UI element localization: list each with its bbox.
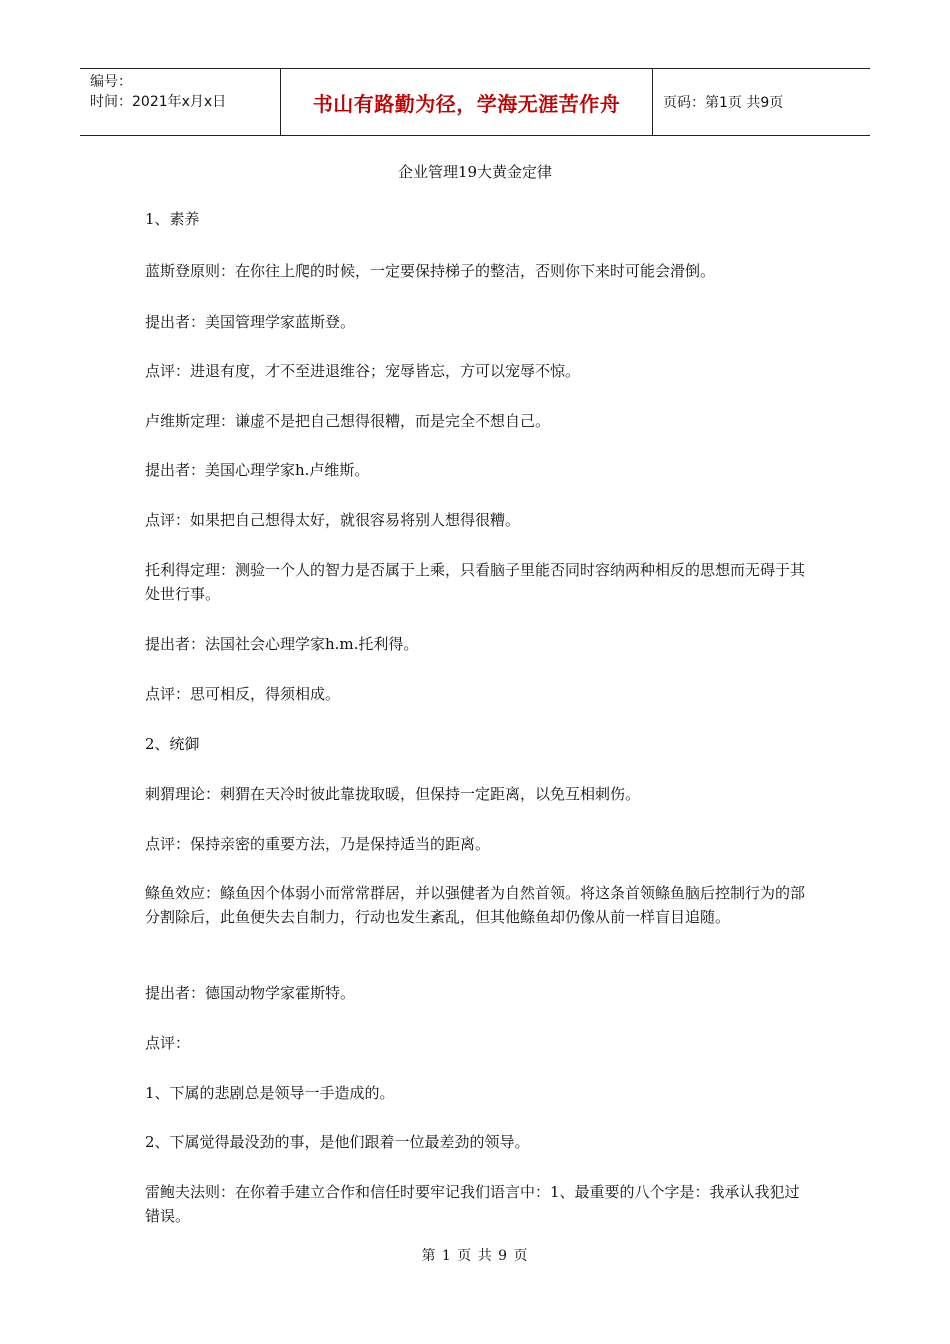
paragraph: 提出者：美国心理学家h.卢维斯。 (145, 461, 370, 479)
paragraph: 点评：保持亲密的重要方法，乃是保持适当的距离。 (145, 835, 491, 853)
paragraph: 提出者：法国社会心理学家h.m.托利得。 (145, 635, 419, 653)
paragraph: 鲦鱼效应：鲦鱼因个体弱小而常常群居，并以强健者为自然首领。将这条首领鲦鱼脑后控制行为的部分割除后，此鱼便失去自制力，行动也发生紊乱，但其他鲦鱼却仍像从前一样盲目追随。 (145, 884, 806, 926)
paragraph: 蓝斯登原则：在你往上爬的时候，一定要保持梯子的整洁，否则你下来时可能会滑倒。 (145, 262, 716, 280)
paragraph: 点评： (145, 1034, 191, 1052)
paragraph: 提出者：美国管理学家蓝斯登。 (145, 313, 356, 331)
paragraph: 点评：如果把自己想得太好，就很容易将别人想得很糟。 (145, 511, 521, 529)
header-page-info: 页码：第1页 共9页 (663, 95, 784, 111)
header-table (80, 68, 870, 136)
number-label: 编号： (90, 74, 132, 90)
paragraph: 雷鲍夫法则：在你着手建立合作和信任时要牢记我们语言中：1、最重要的八个字是：我承认我犯过错误。 (145, 1183, 800, 1225)
document-title: 企业管理19大黄金定律 (397, 163, 553, 181)
page-footer: 第 1 页 共 9 页 (421, 1248, 529, 1264)
date-label: 时间：2021年x月x日 (90, 94, 227, 110)
list-item: 2、下属觉得最没劲的事，是他们跟着一位最差劲的领导。 (145, 1133, 530, 1151)
section-heading: 1、素养 (145, 210, 200, 228)
header-meta-cell (80, 69, 281, 135)
paragraph: 提出者：德国动物学家霍斯特。 (145, 984, 356, 1002)
section-heading: 2、统御 (145, 735, 200, 753)
paragraph: 托利得定理：测验一个人的智力是否属于上乘，只看脑子里能否同时容纳两种相反的思想而无碍于其处世行事。 (145, 561, 806, 603)
paragraph: 刺猬理论：刺猬在天冷时彼此靠拢取暖，但保持一定距离，以免互相刺伤。 (145, 785, 641, 803)
header-motto: 书山有路勤为径，学海无涯苦作舟 (281, 69, 653, 135)
list-item: 1、下属的悲剧总是领导一手造成的。 (145, 1084, 395, 1102)
paragraph: 卢维斯定理：谦虚不是把自己想得很糟，而是完全不想自己。 (145, 412, 551, 430)
paragraph: 点评：进退有度，才不至进退维谷；宠辱皆忘，方可以宠辱不惊。 (145, 362, 581, 380)
paragraph: 点评：思可相反，得须相成。 (145, 685, 341, 703)
